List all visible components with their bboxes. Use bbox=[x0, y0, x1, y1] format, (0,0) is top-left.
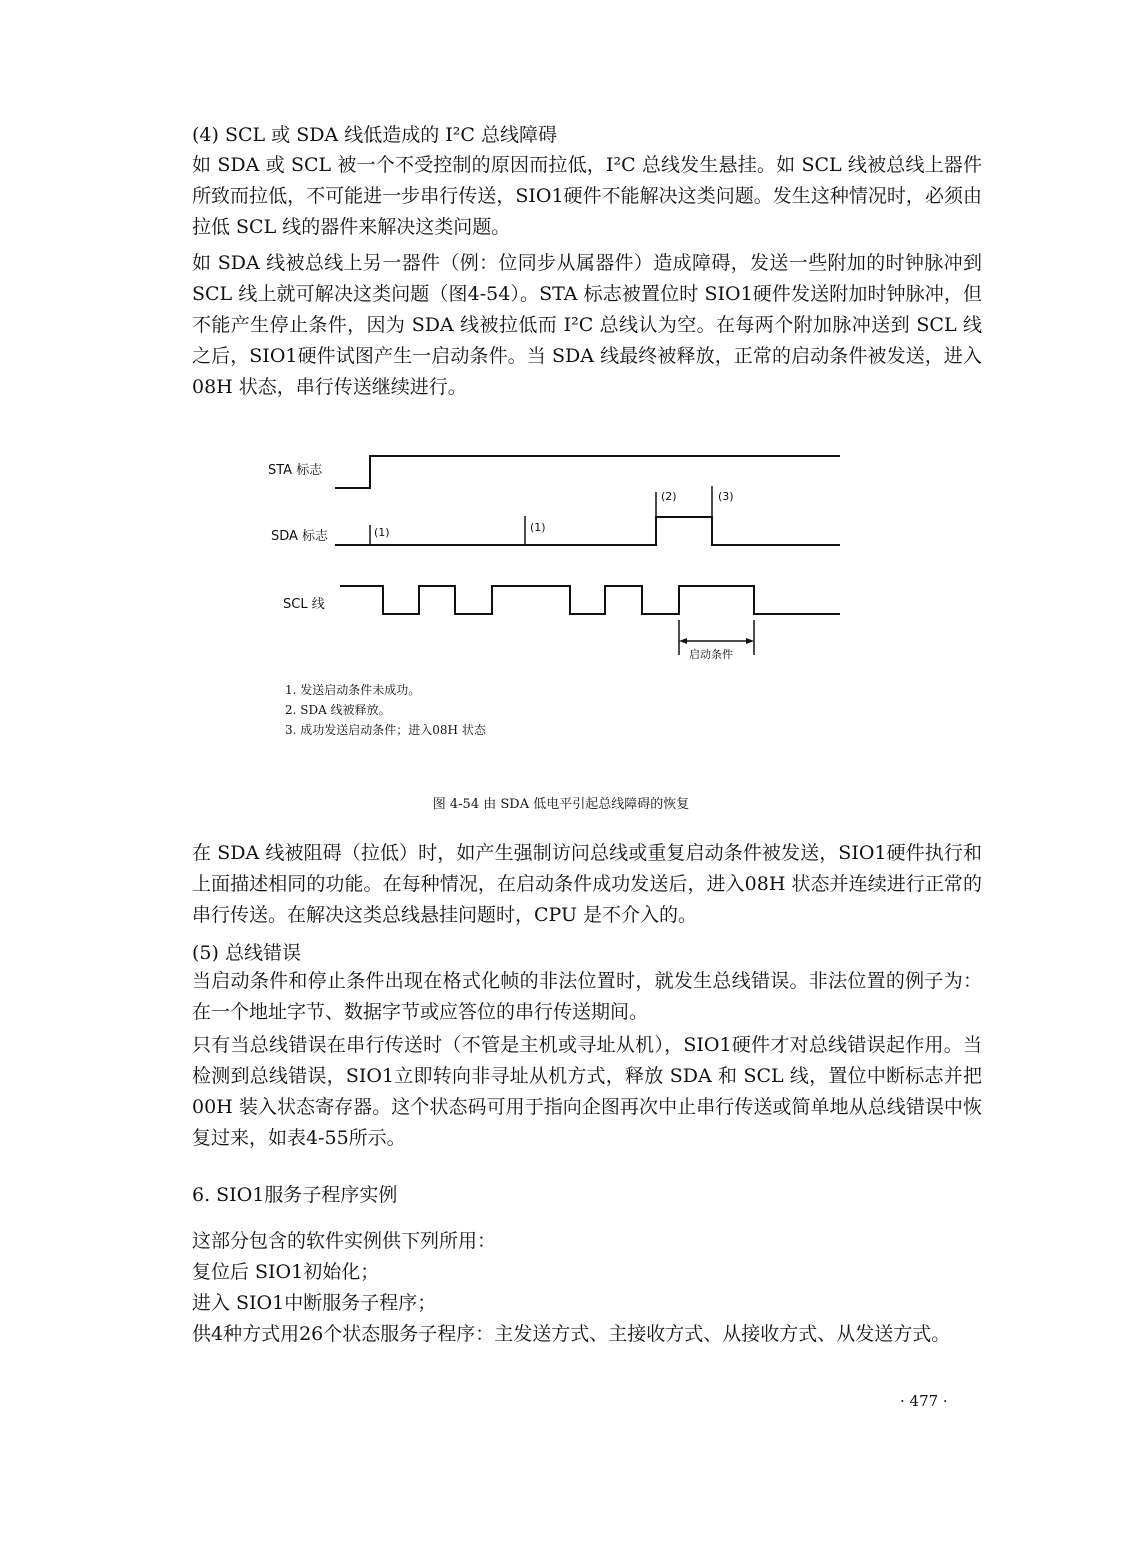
section-6-heading: 6. SIO1服务子程序实例 bbox=[192, 1184, 398, 1206]
section-6-line-2: 复位后 SIO1初始化； bbox=[192, 1261, 380, 1283]
start-bracket-arrow-left bbox=[679, 638, 687, 644]
marker-2: (2) bbox=[661, 490, 677, 503]
section-5-paragraph-1: 当启动条件和停止条件出现在格式化帧的非法位置时，就发生总线错误。非法位置的例子为：在一个地址字节、数据字节或应答位的串行传送期间。 bbox=[192, 970, 982, 1023]
section-4-paragraph-2: 如 SDA 线被总线上另一器件（例：位同步从属器件）造成障碍，发送一些附加的时钟脉冲到 SCL 线上就可解决这类问题（图4-54）。STA 标志被置位时 SIO1硬件发送附加时钟脉冲，但不能产生停止条件，因为 SDA 线被拉低而 I²C 总线认为空。在每两个附加脉冲送到 SCL 线之后，SIO1硬件试图产生一启动条件。当 SDA 线最终被释放，正常的启动条件被发送，进入08H 状态，串行传送继续进行。 bbox=[192, 252, 982, 398]
scl-label: SCL 线 bbox=[283, 597, 325, 612]
sta-label: STA 标志 bbox=[268, 463, 323, 478]
sda-label: SDA 标志 bbox=[271, 529, 329, 544]
figure-note-3: 3. 成功发送启动条件；进入08H 状态 bbox=[285, 723, 486, 737]
sda-waveform bbox=[335, 517, 840, 545]
after-figure-paragraph: 在 SDA 线被阻碍（拉低）时，如产生强制访问总线或重复启动条件被发送，SIO1硬件执行和上面描述相同的功能。在每种情况，在启动条件成功发送后，进入08H 状态并连续进行正常的串行传送。在解决这类总线悬挂问题时，CPU 是不介入的。 bbox=[192, 842, 982, 926]
page-number: · 477 · bbox=[900, 1392, 948, 1410]
figure-note-2: 2. SDA 线被释放。 bbox=[285, 703, 391, 717]
figure-notes bbox=[285, 680, 486, 740]
timing-diagram bbox=[0, 0, 1122, 680]
start-bracket-arrow-right bbox=[746, 638, 754, 644]
figure-caption: 图 4-54 由 SDA 低电平引起总线障碍的恢复 bbox=[432, 797, 690, 812]
section-6-line-3: 进入 SIO1中断服务子程序； bbox=[192, 1292, 437, 1314]
section-4-paragraph-1: 如 SDA 或 SCL 被一个不受控制的原因而拉低，I²C 总线发生悬挂。如 SCL 线被总线上器件所致而拉低，不可能进一步串行传送，SIO1硬件不能解决这类问题。发生这种情况时，必须由拉低 SCL 线的器件来解决这类问题。 bbox=[192, 154, 982, 238]
section-5-paragraph-2: 只有当总线错误在串行传送时（不管是主机或寻址从机），SIO1硬件才对总线错误起作用。当检测到总线错误，SIO1立即转向非寻址从机方式，释放 SDA 和 SCL 线，置位中断标志并把00H 装入状态寄存器。这个状态码可用于指向企图再次中止串行传送或简单地从总线错误中恢复过来，如表4-55所示。 bbox=[192, 1034, 982, 1149]
section-6-last-paragraph: 供4种方式用26个状态服务子程序：主发送方式、主接收方式、从接收方式、从发送方式。 bbox=[192, 1323, 951, 1345]
section-5-heading: (5) 总线错误 bbox=[192, 942, 301, 964]
scl-waveform bbox=[340, 586, 840, 614]
figure-note-1: 1. 发送启动条件未成功。 bbox=[285, 683, 421, 697]
marker-1a: (1) bbox=[374, 526, 390, 539]
marker-3: (3) bbox=[718, 490, 734, 503]
start-condition-label: 启动条件 bbox=[689, 648, 733, 661]
section-6-line-1: 这部分包含的软件实例供下列所用： bbox=[192, 1230, 497, 1252]
section-4-heading: (4) SCL 或 SDA 线低造成的 I²C 总线障碍 bbox=[192, 124, 557, 146]
sta-waveform bbox=[335, 456, 840, 488]
marker-1b: (1) bbox=[530, 521, 546, 534]
